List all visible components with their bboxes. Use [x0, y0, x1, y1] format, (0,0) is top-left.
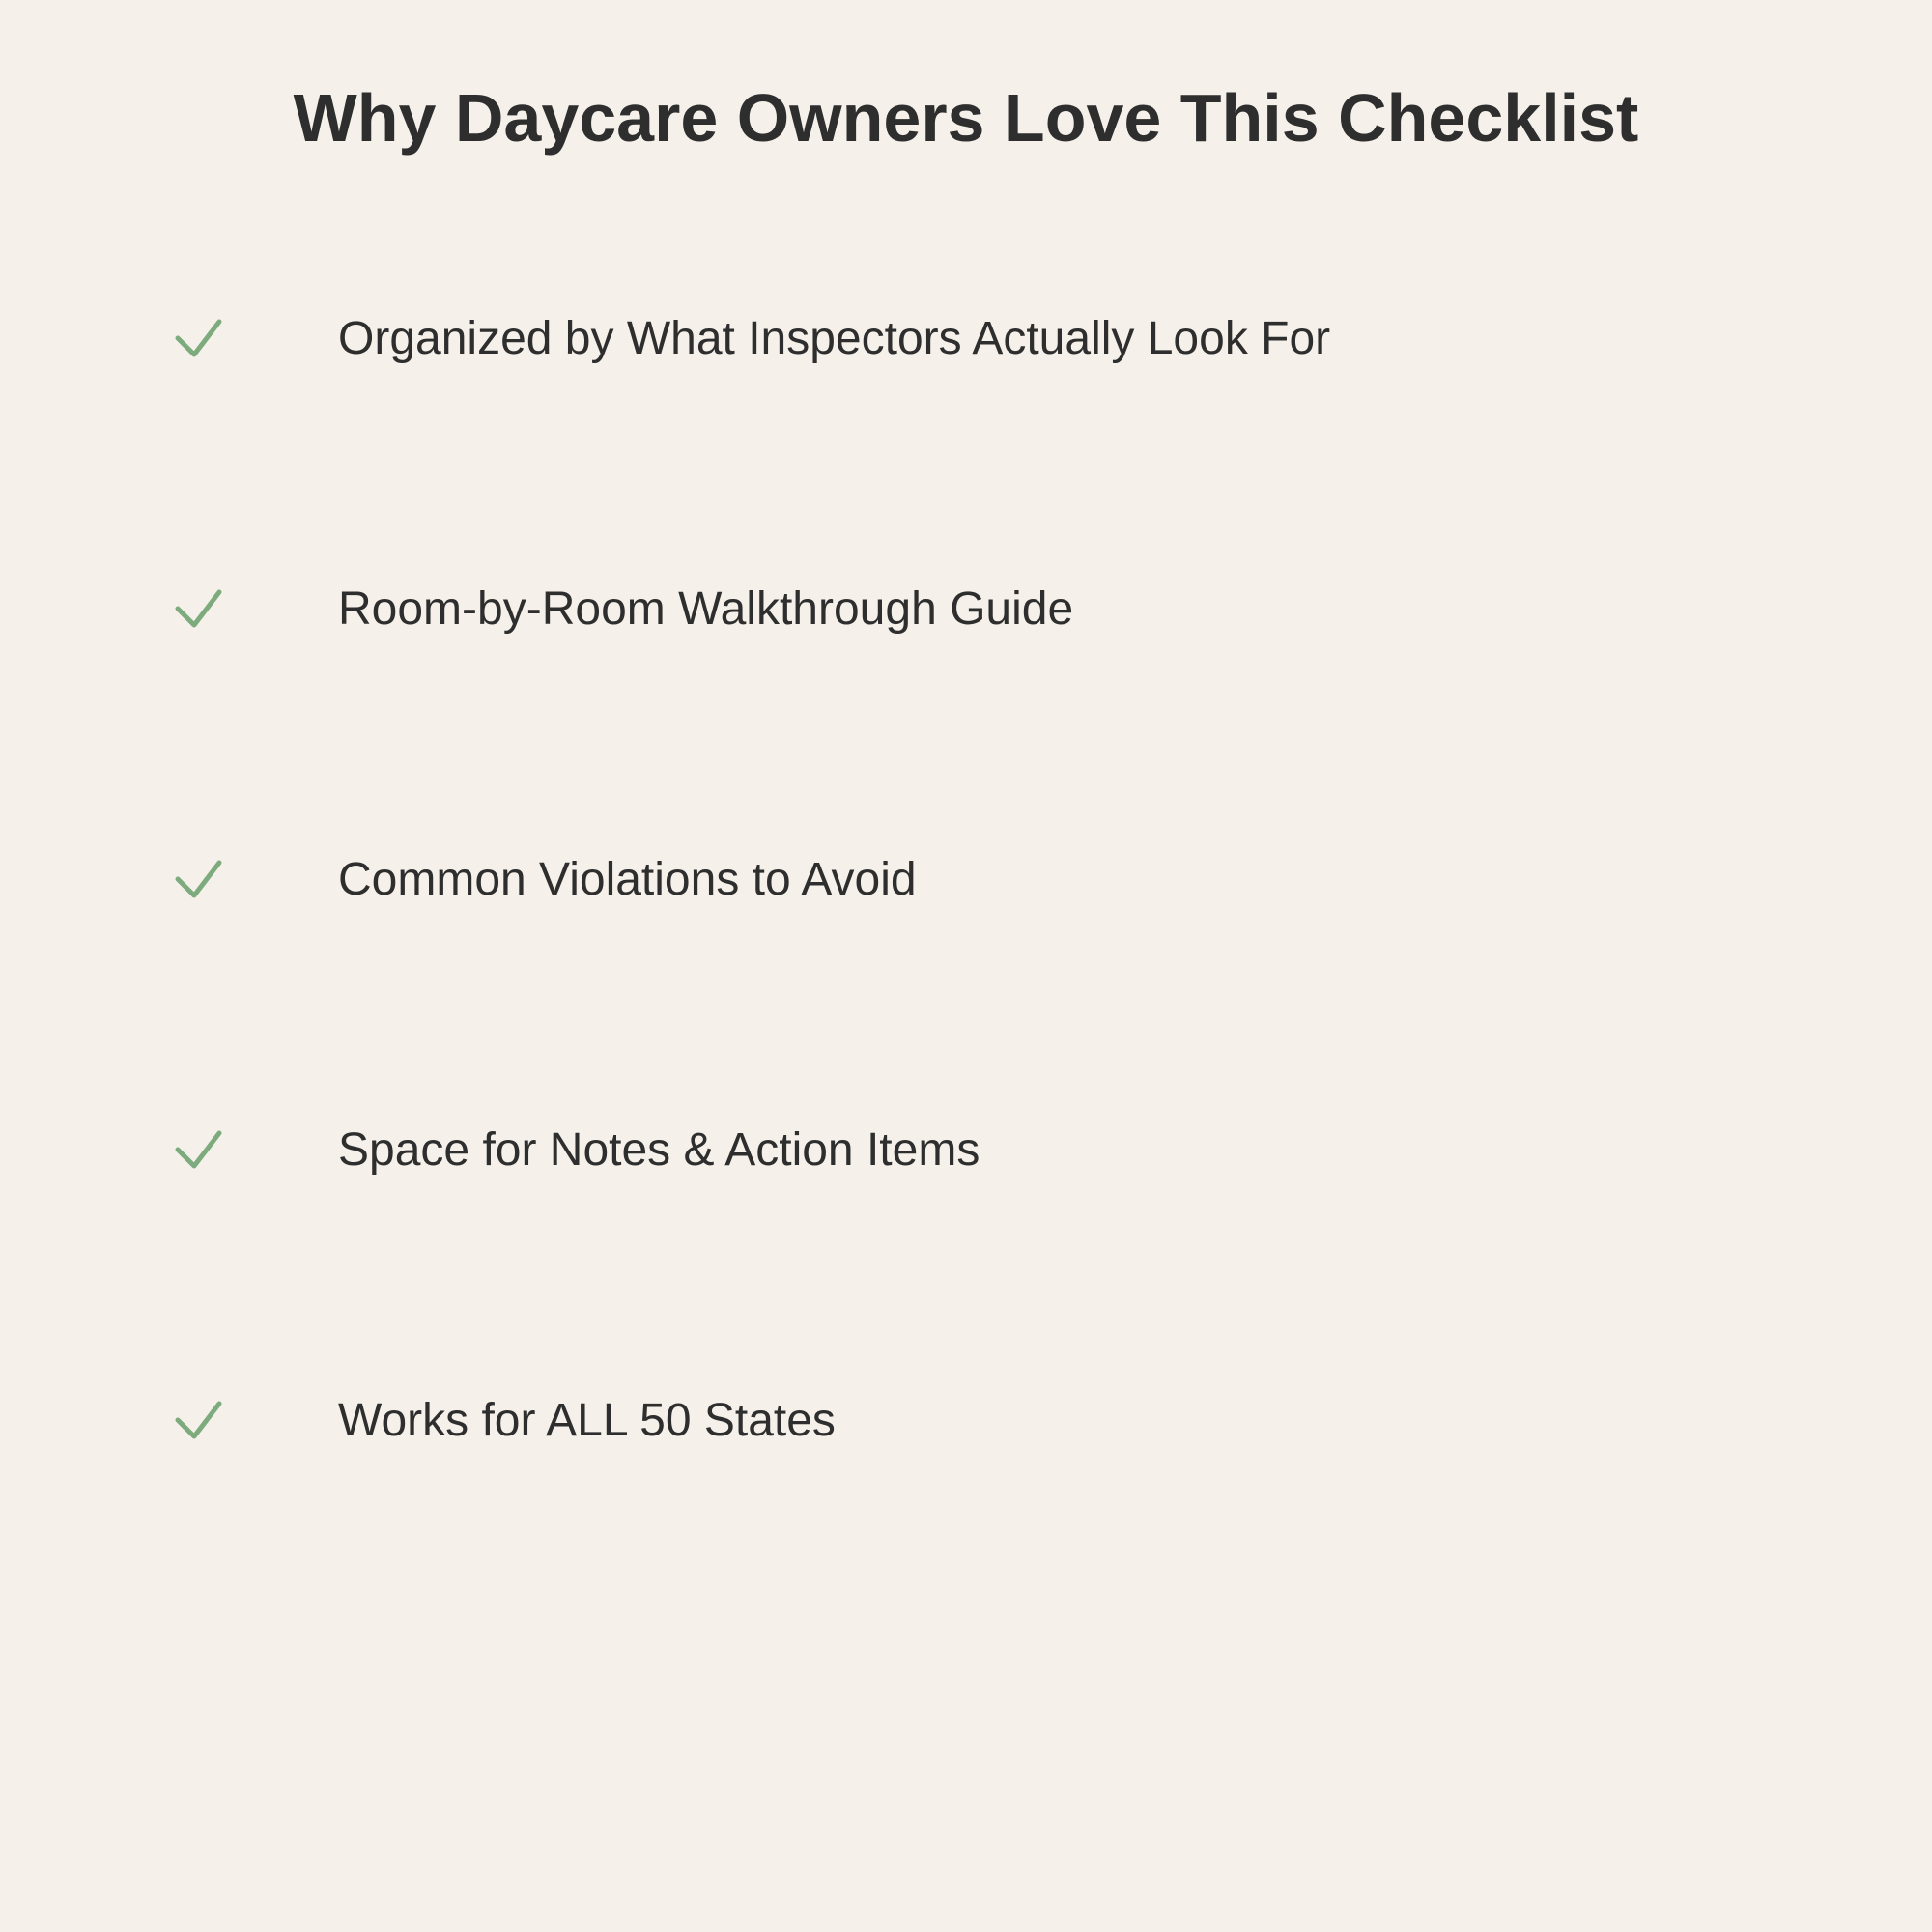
feature-label: Room-by-Room Walkthrough Guide [338, 583, 1074, 635]
feature-item [0, 576, 1932, 643]
feature-item [0, 1117, 1932, 1184]
check-icon [175, 1401, 223, 1441]
check-icon [175, 319, 223, 359]
feature-label: Works for ALL 50 States [338, 1395, 836, 1446]
check-icon [175, 589, 223, 630]
feature-item [0, 846, 1932, 914]
feature-label: Space for Notes & Action Items [338, 1124, 980, 1176]
feature-item [0, 305, 1932, 373]
check-icon [175, 860, 223, 900]
feature-label: Common Violations to Avoid [338, 854, 917, 905]
feature-item [0, 1387, 1932, 1455]
feature-label: Organized by What Inspectors Actually Look For [338, 313, 1331, 364]
page-title: Why Daycare Owners Love This Checklist [293, 80, 1639, 156]
check-icon [175, 1130, 223, 1171]
